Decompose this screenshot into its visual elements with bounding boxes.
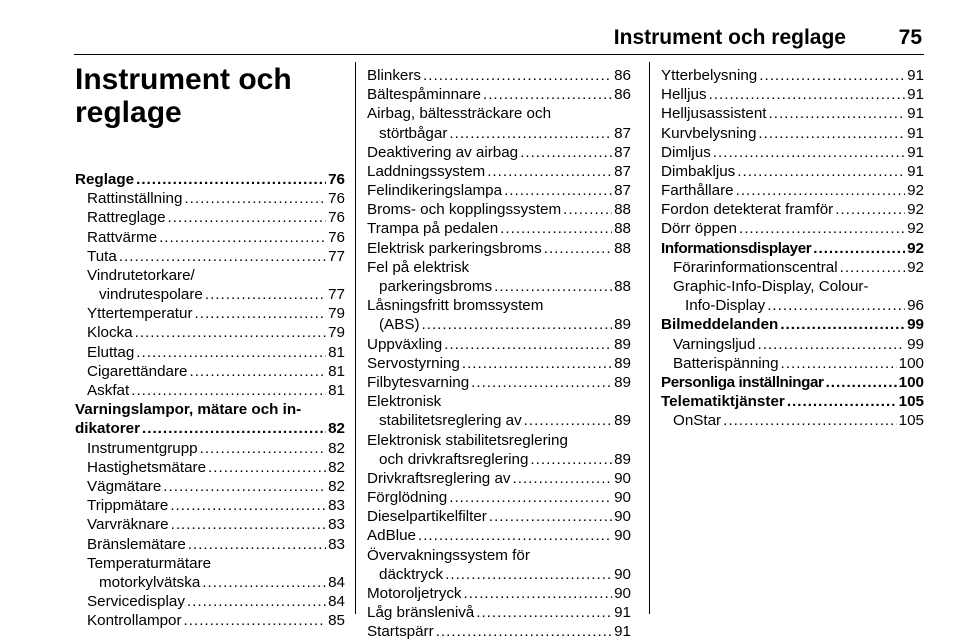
toc-entry-label: Drivkraftsreglering av (367, 469, 511, 487)
toc-leader-dots (520, 143, 612, 162)
toc-entry-page: 90 (614, 508, 631, 526)
toc-entry[interactable] (661, 315, 924, 334)
toc-leader-dots (544, 239, 612, 258)
toc-entry-page: 89 (614, 450, 631, 468)
toc-entry-page: 79 (328, 305, 345, 323)
toc-entry-label: Dimljus (661, 143, 711, 161)
toc-entry-label: Motoroljetryck (367, 585, 462, 603)
running-header-title: Instrument och reglage (613, 26, 846, 49)
toc-entry-page: 77 (328, 247, 345, 265)
toc-entry-page: 105 (898, 412, 924, 430)
toc-leader-dots (736, 181, 906, 200)
toc-entry-label: Helljus (661, 86, 707, 104)
toc-leader-dots (840, 258, 906, 277)
toc-entry-label: Broms- och kopplingssystem (367, 201, 562, 219)
toc-entry[interactable] (75, 247, 345, 266)
toc-entry[interactable] (367, 411, 631, 430)
toc-entry[interactable] (75, 170, 345, 189)
toc-leader-dots (422, 315, 613, 334)
toc-entry-page: 99 (907, 316, 924, 334)
toc-leader-dots (813, 239, 905, 258)
toc-entry[interactable] (661, 124, 924, 143)
toc-entry-label: Uppväxling (367, 335, 443, 353)
toc-entry-page: 84 (328, 593, 345, 611)
column-divider (649, 62, 650, 614)
toc-leader-dots (462, 354, 612, 373)
toc-entry-label: stabilitetsreglering av (379, 412, 522, 430)
toc-entry-page: 83 (328, 516, 345, 534)
toc-entry[interactable] (75, 208, 345, 227)
toc-entry-label: Felindikeringslampa (367, 182, 503, 200)
toc-leader-dots (769, 104, 906, 123)
toc-entry-label: motorkylvätska (99, 573, 201, 591)
toc-leader-dots (136, 170, 326, 189)
toc-leader-dots (423, 66, 612, 85)
toc-leader-dots (835, 200, 905, 219)
toc-entry-page: 83 (328, 497, 345, 515)
toc-leader-dots (187, 592, 326, 611)
toc-leader-dots (483, 85, 612, 104)
page-number: 75 (898, 26, 922, 49)
toc-entry[interactable] (367, 85, 631, 104)
toc-entry-label: Telematiktjänster (661, 393, 785, 411)
toc-entry-label: Deaktivering av airbag (367, 143, 519, 161)
toc-leader-dots (739, 219, 905, 238)
toc-entry-page: 87 (614, 143, 631, 161)
toc-heading-line: Temperaturmätare (87, 554, 212, 572)
toc-entry-label: Servicedisplay (87, 593, 185, 611)
toc-leader-dots (135, 323, 327, 342)
toc-entry-label: Filbytesvarning (367, 373, 470, 391)
toc-heading-line: Elektronisk stabilitetsreglering (367, 431, 568, 449)
toc-entry-label: Hastighetsmätare (87, 458, 207, 476)
toc-entry-label: Informationsdisplayer (661, 239, 812, 257)
toc-entry-page: 87 (614, 182, 631, 200)
toc-entry-page: 82 (328, 439, 345, 457)
toc-leader-dots (758, 124, 905, 143)
toc-entry-label: Varningsljud (673, 335, 756, 353)
toc-entry-label: Reglage (75, 170, 135, 188)
toc-entry[interactable] (661, 373, 924, 392)
toc-leader-dots (200, 439, 327, 458)
toc-entry-page: 88 (614, 278, 631, 296)
toc-leader-dots (471, 373, 612, 392)
toc-leader-dots (119, 247, 326, 266)
toc-entry-label: Eluttag (87, 343, 135, 361)
toc-entry-page: 82 (328, 477, 345, 495)
toc-entry-label: (ABS) (379, 316, 420, 334)
toc-entry-page: 88 (614, 239, 631, 257)
toc-leader-dots (524, 411, 612, 430)
toc-leader-dots (202, 573, 326, 592)
toc-entry[interactable] (367, 450, 631, 469)
toc-entry-label: Förglödning (367, 489, 448, 507)
toc-entry[interactable] (661, 296, 924, 315)
toc-entry-page: 100 (898, 354, 924, 372)
toc-entry[interactable] (367, 335, 631, 354)
toc-entry[interactable] (367, 527, 631, 546)
toc-entry-page: 91 (907, 66, 924, 84)
toc-entry[interactable] (75, 535, 345, 554)
toc-leader-dots (464, 584, 613, 603)
toc-entry-label: Dieselpartikelfilter (367, 508, 487, 526)
toc-leader-dots (159, 228, 326, 247)
toc-entry-page: 79 (328, 324, 345, 342)
toc-entry[interactable] (367, 622, 631, 641)
toc-leader-dots (500, 219, 612, 238)
toc-entry-page: 90 (614, 489, 631, 507)
toc-leader-dots (436, 622, 612, 641)
chapter-title-line: reglage (75, 96, 182, 129)
toc-heading-line: Vindrutetorkare/ (87, 266, 195, 284)
toc-entry[interactable] (367, 584, 631, 603)
toc-entry[interactable] (75, 228, 345, 247)
toc-entry-page: 91 (614, 604, 631, 622)
toc-leader-dots (780, 315, 905, 334)
toc-entry-page: 83 (328, 535, 345, 553)
toc-entry-page: 96 (907, 297, 924, 315)
toc-entry-page: 82 (328, 420, 345, 438)
toc-leader-dots (163, 477, 326, 496)
toc-entry-label: däcktryck (379, 565, 444, 583)
toc-entry-label: Låg bränslenivå (367, 604, 475, 622)
toc-leader-dots (759, 66, 905, 85)
toc-leader-dots (195, 304, 327, 323)
toc-entry[interactable] (661, 66, 924, 85)
toc-entry-page: 99 (907, 335, 924, 353)
toc-entry[interactable] (75, 477, 345, 496)
toc-entry-page: 88 (614, 220, 631, 238)
toc-entry[interactable] (367, 66, 631, 85)
toc-entry[interactable] (367, 143, 631, 162)
toc-leader-dots (142, 419, 326, 438)
toc-entry-page: 91 (907, 105, 924, 123)
toc-leader-dots (136, 343, 326, 362)
toc-entry-label: Farthållare (661, 182, 734, 200)
toc-entry-page: 90 (614, 527, 631, 545)
toc-entry-page: 92 (907, 239, 924, 257)
toc-entry-label: Personliga inställningar (661, 373, 824, 391)
toc-entry-page: 76 (328, 209, 345, 227)
toc-entry-label: Kontrollampor (87, 612, 182, 630)
toc-entry-label: Bränslemätare (87, 535, 186, 553)
toc-heading-line: Airbag, bältessträckare och (367, 105, 552, 123)
toc-entry-page: 89 (614, 373, 631, 391)
toc-entry[interactable] (75, 381, 345, 400)
toc-entry-page: 76 (328, 190, 345, 208)
toc-entry[interactable] (661, 392, 924, 411)
toc-entry[interactable] (367, 220, 631, 239)
toc-entry-page: 89 (614, 316, 631, 334)
toc-leader-dots (512, 469, 612, 488)
toc-entry-page: 87 (614, 124, 631, 142)
toc-entry[interactable] (661, 411, 924, 430)
toc-entry-page: 89 (614, 335, 631, 353)
toc-entry-label: Dimbakljus (661, 162, 736, 180)
toc-leader-dots (449, 124, 612, 143)
toc-leader-dots (184, 189, 326, 208)
toc-entry-page: 92 (907, 201, 924, 219)
toc-entry-label: Startspärr (367, 623, 434, 641)
toc-entry-label: Helljusassistent (661, 105, 767, 123)
toc-leader-dots (494, 277, 612, 296)
toc-entry[interactable] (367, 181, 631, 200)
toc-entry[interactable] (367, 200, 631, 219)
toc-entry-page: 92 (907, 182, 924, 200)
toc-entry[interactable] (75, 496, 345, 515)
toc-leader-dots (504, 181, 612, 200)
toc-leader-dots (189, 362, 326, 381)
toc-entry-label: Ytterbelysning (661, 66, 758, 84)
toc-leader-dots (709, 85, 906, 104)
toc-entry[interactable] (367, 469, 631, 488)
toc-leader-dots (444, 335, 612, 354)
toc-leader-dots (131, 381, 326, 400)
toc-entry[interactable] (661, 258, 924, 277)
toc-entry[interactable] (367, 565, 631, 584)
chapter-title-line: Instrument och (75, 63, 292, 96)
page-header (0, 26, 960, 54)
toc-entry-label: Fordon detekterat framför (661, 201, 834, 219)
toc-leader-dots (737, 162, 905, 181)
toc-entry[interactable] (661, 181, 924, 200)
toc-entry[interactable] (75, 285, 345, 304)
toc-leader-dots (723, 411, 897, 430)
toc-entry-label: dikatorer (75, 420, 140, 438)
toc-entry[interactable] (661, 104, 924, 123)
toc-entry[interactable] (367, 277, 631, 296)
toc-leader-dots (205, 285, 326, 304)
column-divider (355, 62, 356, 614)
toc-entry[interactable] (75, 362, 345, 381)
toc-entry[interactable] (75, 515, 345, 534)
toc-heading-line: Låsningsfritt bromssystem (367, 297, 544, 315)
toc-entry-label: Förarinformationscentral (673, 258, 838, 276)
toc-entry-label: Blinkers (367, 66, 422, 84)
toc-leader-dots (487, 162, 612, 181)
toc-entry-page: 92 (907, 220, 924, 238)
toc-entry[interactable] (661, 239, 924, 258)
toc-entry[interactable] (661, 200, 924, 219)
toc-entry-page: 82 (328, 458, 345, 476)
toc-entry-page: 90 (614, 585, 631, 603)
toc-leader-dots (418, 526, 612, 545)
toc-column-2 (367, 66, 631, 642)
toc-entry-label: Rattvärme (87, 228, 158, 246)
toc-entry[interactable] (75, 458, 345, 477)
toc-entry[interactable] (75, 419, 345, 438)
toc-entry[interactable] (367, 354, 631, 373)
header-rule (74, 54, 924, 55)
toc-entry-label: Kurvbelysning (661, 124, 757, 142)
toc-leader-dots (781, 354, 897, 373)
toc-heading-line: Övervakningssystem för (367, 546, 530, 564)
toc-entry[interactable] (367, 373, 631, 392)
chapter-title (75, 63, 345, 129)
toc-leader-dots (530, 450, 612, 469)
toc-entry-page: 91 (614, 623, 631, 641)
toc-entry-page: 105 (898, 393, 924, 411)
toc-leader-dots (489, 507, 612, 526)
toc-entry-label: Info-Display (685, 297, 766, 315)
toc-entry-page: 86 (614, 86, 631, 104)
toc-entry-page: 76 (328, 170, 345, 188)
toc-entry-page: 90 (614, 565, 631, 583)
toc-entry[interactable] (367, 124, 631, 143)
toc-entry-label: Laddningssystem (367, 162, 486, 180)
toc-heading-line: Graphic-Info-Display, Colour- (673, 278, 869, 296)
toc-entry[interactable] (661, 143, 924, 162)
toc-entry-label: Klocka (87, 324, 133, 342)
toc-entry-page: 100 (898, 373, 924, 391)
toc-entry-label: Trippmätare (87, 497, 169, 515)
toc-entry[interactable] (367, 488, 631, 507)
toc-heading-line: Fel på elektrisk (367, 258, 470, 276)
toc-entry[interactable] (367, 239, 631, 258)
toc-leader-dots (171, 515, 326, 534)
toc-column-1 (75, 170, 345, 631)
toc-entry[interactable] (367, 162, 631, 181)
toc-entry-label: AdBlue (367, 527, 416, 545)
toc-entry-page: 76 (328, 228, 345, 246)
toc-entry[interactable] (75, 189, 345, 208)
toc-entry-page: 86 (614, 66, 631, 84)
toc-entry[interactable] (75, 573, 345, 592)
toc-entry-label: Bilmeddelanden (661, 316, 779, 334)
toc-entry-page: 90 (614, 469, 631, 487)
toc-entry-page: 91 (907, 124, 924, 142)
toc-entry-label: och drivkraftsreglering (379, 450, 529, 468)
toc-leader-dots (208, 458, 326, 477)
toc-entry-label: Bältespåminnare (367, 86, 481, 104)
toc-leader-dots (757, 335, 905, 354)
toc-entry[interactable] (661, 335, 924, 354)
toc-entry[interactable] (661, 354, 924, 373)
toc-entry-label: vindrutespolare (99, 286, 203, 304)
toc-leader-dots (445, 565, 612, 584)
toc-leader-dots (826, 373, 897, 392)
toc-entry[interactable] (75, 439, 345, 458)
toc-entry-label: Elektrisk parkeringsbroms (367, 239, 542, 257)
toc-entry-page: 81 (328, 343, 345, 361)
toc-entry-page: 87 (614, 162, 631, 180)
toc-entry-page: 85 (328, 612, 345, 630)
toc-leader-dots (184, 611, 327, 630)
toc-entry-page: 88 (614, 201, 631, 219)
toc-entry-page: 91 (907, 143, 924, 161)
toc-entry-page: 81 (328, 362, 345, 380)
toc-leader-dots (787, 392, 897, 411)
toc-entry-page: 81 (328, 382, 345, 400)
toc-entry-label: Yttertemperatur (87, 305, 193, 323)
toc-entry[interactable] (75, 324, 345, 343)
toc-entry-page: 89 (614, 354, 631, 372)
toc-entry-label: OnStar (673, 412, 722, 430)
toc-entry[interactable] (367, 603, 631, 622)
toc-entry-label: Servostyrning (367, 354, 460, 372)
toc-entry[interactable] (75, 592, 345, 611)
toc-entry-page: 89 (614, 412, 631, 430)
toc-entry-page: 91 (907, 86, 924, 104)
toc-leader-dots (713, 143, 905, 162)
toc-entry-label: Instrumentgrupp (87, 439, 198, 457)
toc-entry[interactable] (661, 162, 924, 181)
toc-entry-label: Cigarettändare (87, 362, 188, 380)
toc-leader-dots (449, 488, 612, 507)
toc-leader-dots (170, 496, 326, 515)
toc-entry-page: 91 (907, 162, 924, 180)
toc-entry[interactable] (367, 507, 631, 526)
toc-entry-label: Vägmätare (87, 477, 162, 495)
toc-entry-label: Varvräknare (87, 516, 169, 534)
toc-heading-line: Elektronisk (367, 393, 442, 411)
toc-entry[interactable] (75, 343, 345, 362)
toc-leader-dots (767, 296, 905, 315)
toc-entry-label: Dörr öppen (661, 220, 737, 238)
toc-entry-label: Rattinställning (87, 190, 183, 208)
toc-leader-dots (168, 208, 327, 227)
toc-entry[interactable] (661, 85, 924, 104)
toc-leader-dots (188, 535, 326, 554)
toc-entry-label: störtbågar (379, 124, 448, 142)
toc-entry-label: Batterispänning (673, 354, 779, 372)
toc-heading-line: Varningslampor, mätare och in- (75, 401, 302, 419)
toc-entry-label: Trampa på pedalen (367, 220, 499, 238)
toc-column-3 (661, 66, 924, 431)
toc-leader-dots (563, 200, 612, 219)
toc-entry-label: Askfat (87, 382, 130, 400)
toc-entry-page: 84 (328, 573, 345, 591)
toc-entry[interactable] (367, 315, 631, 334)
toc-leader-dots (476, 603, 612, 622)
toc-entry-page: 77 (328, 286, 345, 304)
toc-entry-label: Tuta (87, 247, 117, 265)
toc-entry-page: 92 (907, 258, 924, 276)
toc-entry-label: parkeringsbroms (379, 278, 493, 296)
toc-entry[interactable] (661, 220, 924, 239)
toc-entry-label: Rattreglage (87, 209, 166, 227)
toc-entry[interactable] (75, 611, 345, 630)
toc-entry[interactable] (75, 304, 345, 323)
